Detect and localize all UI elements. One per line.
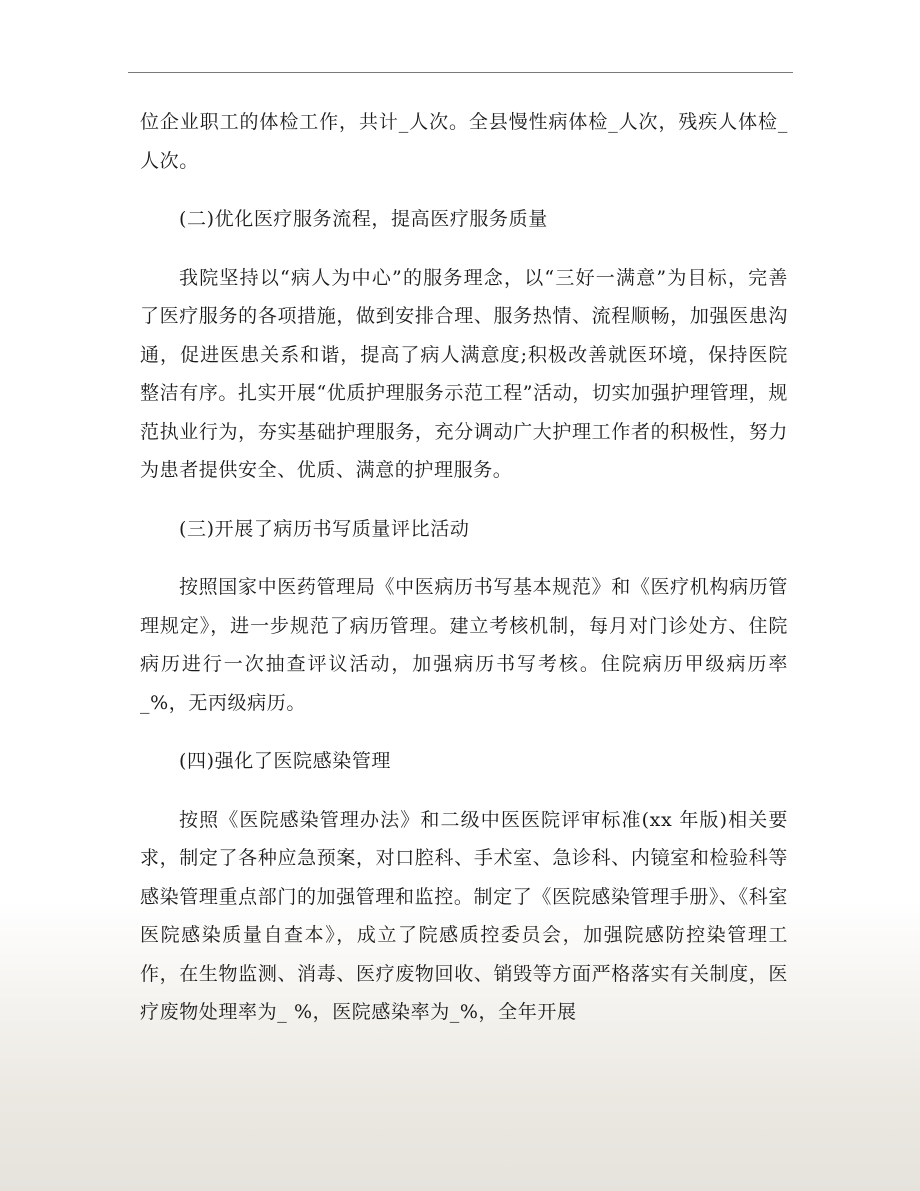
section-heading-2: (二)优化医疗服务流程，提高医疗服务质量 bbox=[179, 208, 548, 230]
section-heading-4: (四)强化了医院感染管理 bbox=[179, 750, 392, 772]
paragraph-service: 我院坚持以“病人为中心”的服务理念，以“三好一满意”为目标，完善了医疗服务的各项措施，做到安排合理、服务热情、流程顺畅，加强医患沟通，促进医患关系和谐，提高了病人满意度;积极改善就医环境，保持医院整洁有序。扎实开展“优质护理服务示范工程”活动，切实加强护理管理，规范执业行为，夯实基础护理服务，充分调动广大护理工作者的积极性，努力为患者提供安全、优质、满意的护理服务。 bbox=[140, 266, 788, 481]
paragraph-continuation: 位企业职工的体检工作，共计_人次。全县慢性病体检_人次，残疾人体检_人次。 bbox=[140, 111, 788, 172]
paragraph-infection: 按照《医院感染管理办法》和二级中医医院评审标准(xx 年版)相关要求，制定了各种应急预案，对口腔科、手术室、急诊科、内镜室和检验科等感染管理重点部门的加强管理和监控。制定了《医院感染管理手册》、《科室医院感染质量自查本》，成立了院感质控委员会，加强院感防控染管理工作，在生物监测、消毒、医疗废物回收、销毁等方面严格落实有关制度，医疗废物处理率为_ %，医院感染率为_%，全年开展 bbox=[140, 808, 788, 1023]
header-rule bbox=[128, 72, 793, 73]
body-text bbox=[140, 103, 788, 1032]
section-heading-3: (三)开展了病历书写质量评比活动 bbox=[179, 517, 470, 540]
paragraph-records: 按照国家中医药管理局《中医病历书写基本规范》和《医疗机构病历管理规定》，进一步规范了病历管理。建立考核机制，每月对门诊处方、住院病历进行一次抽查评议活动，加强病历书写考核。住院病历甲级病历率_%，无丙级病历。 bbox=[140, 576, 788, 714]
